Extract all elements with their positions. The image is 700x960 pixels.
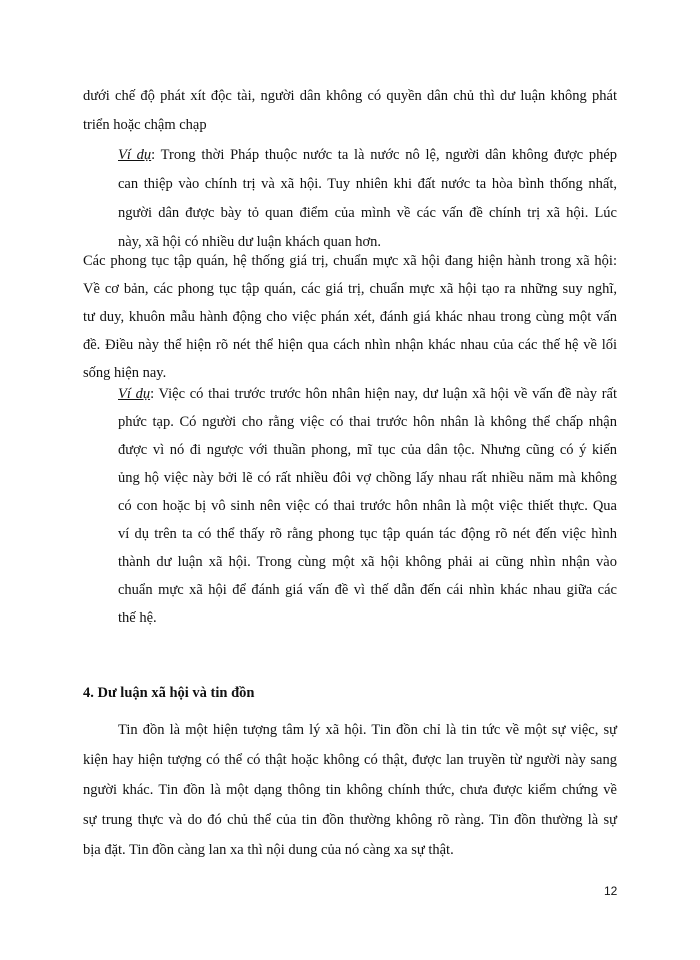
- example-text: : Trong thời Pháp thuộc nước ta là nước nô lệ, người dân không được phép: [151, 147, 618, 163]
- example-line: ví dụ trên ta có thể thấy rõ rằng phong tục tập quán tác động rõ nét đến việc hình: [118, 526, 617, 542]
- paragraph-line: Tin đồn là một hiện tượng tâm lý xã hội. Tin đồn chỉ là tin tức về một sự việc, sự: [118, 722, 617, 738]
- example-line: ủng hộ việc này bởi lẽ có rất nhiều đôi vợ chồng lấy nhau rất nhiều năm mà không: [118, 470, 617, 486]
- paragraph-line: triển hoặc chậm chạp: [83, 117, 207, 133]
- example-line: có con hoặc bị vô sinh nên việc có thai trước hôn nhân là một việc thiết thực. Qua: [118, 498, 617, 514]
- paragraph-line: kiện hay hiện tượng có thể có thật hoặc không có thật, được lan truyền từ người này sang: [83, 752, 617, 768]
- page-number: 12: [604, 884, 618, 898]
- example-label: Ví dụ: [118, 386, 151, 402]
- paragraph-line: Về cơ bản, các phong tục tập quán, các giá trị, chuẩn mực xã hội tạo ra những suy nghĩ,: [83, 281, 617, 297]
- paragraph-line: đề. Điều này thể hiện rõ nét thể hiện qua cách nhìn nhận khác nhau của các thế hệ về lối: [83, 337, 617, 353]
- example-line: người dân được bày tỏ quan điểm của mình về các vấn đề chính trị xã hội. Lúc: [118, 205, 617, 221]
- example-label: Ví dụ: [118, 147, 152, 163]
- paragraph-line: tư duy, khuôn mẫu hành động cho việc phán xét, đánh giá khác nhau trong cùng một vấn: [83, 309, 617, 325]
- example-line: được vì nó đi ngược với thuần phong, mĩ tục của dân tộc. Nhưng cũng có ý kiến: [118, 442, 617, 458]
- section-heading: 4. Dư luận xã hội và tin đồn: [83, 685, 255, 701]
- paragraph-line: sống hiện nay.: [83, 365, 167, 381]
- paragraph-line: người khác. Tin đồn là một dạng thông tin không chính thức, chưa được kiểm chứng về: [83, 782, 617, 798]
- example-line: [118, 145, 617, 165]
- paragraph-line: sự trung thực và do đó chủ thể của tin đồn thường không rõ ràng. Tin đồn thường là sự: [83, 812, 617, 828]
- paragraph-line: dưới chế độ phát xít độc tài, người dân không có quyền dân chủ thì dư luận không phát: [83, 88, 617, 104]
- example-line: phức tạp. Có người cho rằng việc có thai trước hôn nhân là không thể chấp nhận: [118, 414, 617, 430]
- example-line: can thiệp vào chính trị và xã hội. Tuy nhiên khi đất nước ta hòa bình thống nhất,: [118, 176, 617, 192]
- example-line: [118, 384, 617, 404]
- paragraph-line: Các phong tục tập quán, hệ thống giá trị, chuẩn mực xã hội đang hiện hành trong xã hội:: [83, 253, 617, 269]
- paragraph-line: bịa đặt. Tin đồn càng lan xa thì nội dung của nó càng xa sự thật.: [83, 842, 454, 858]
- example-line: này, xã hội có nhiều dư luận khách quan hơn.: [118, 234, 382, 250]
- example-line: thế hệ.: [118, 610, 157, 626]
- example-line: chuẩn mực xã hội để đánh giá vấn đề vì thế dẫn đến cái nhìn khác nhau giữa các: [118, 582, 617, 598]
- example-line: thành dư luận xã hội. Trong cùng một xã hội không phải ai cũng nhìn nhận vào: [118, 554, 617, 570]
- example-text: : Việc có thai trước trước hôn nhân hiện nay, dư luận xã hội về vấn đề này rất: [150, 386, 617, 402]
